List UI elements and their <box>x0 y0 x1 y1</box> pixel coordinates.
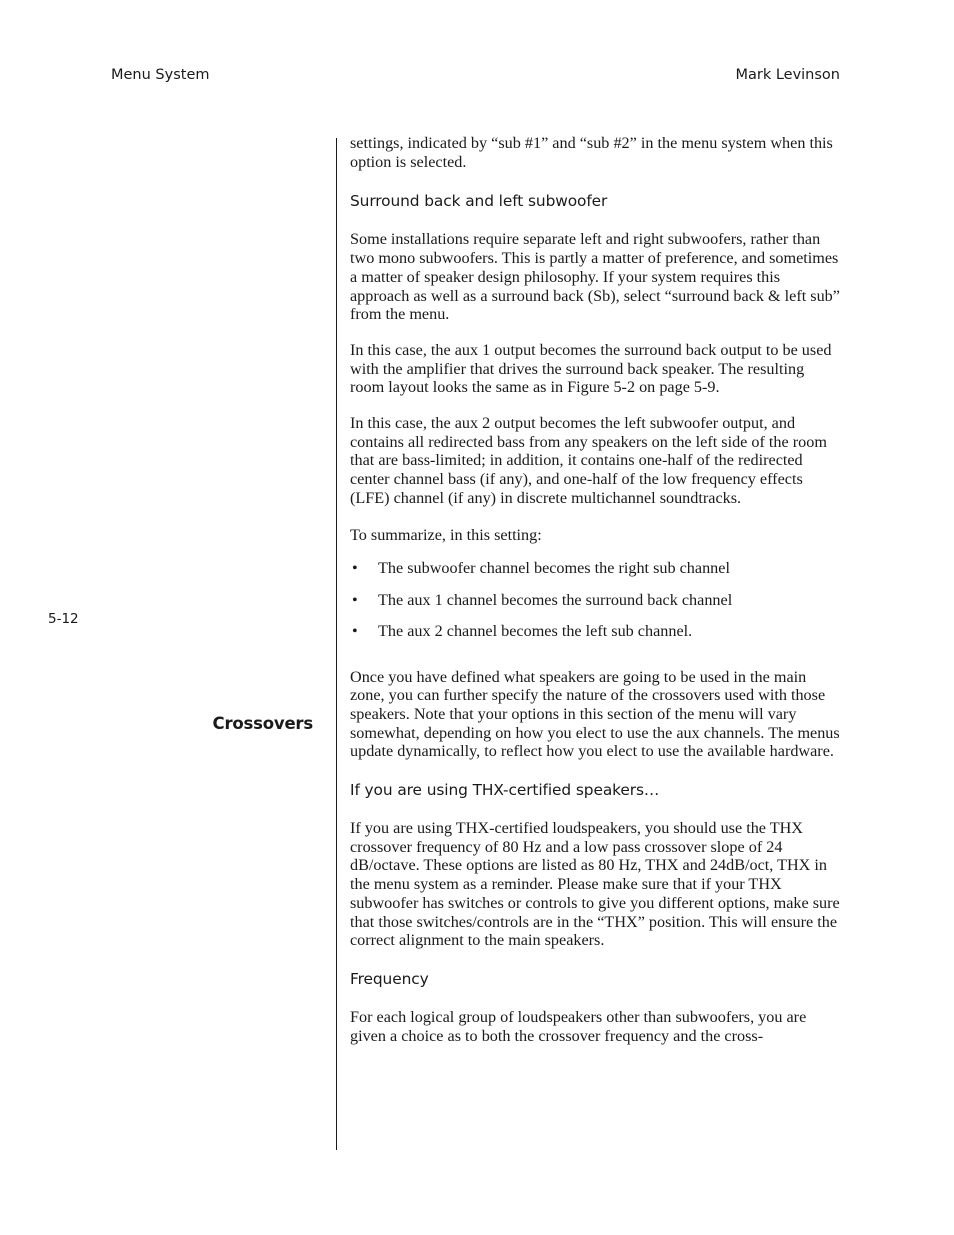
paragraph: In this case, the aux 1 output becomes the surround back output to be used with the amplifier that drives the surround back speaker. The resulting room layout looks the same as in Figure 5-2 on page 5-9. <box>350 340 832 397</box>
section-heading-crossovers: Crossovers <box>212 714 313 733</box>
list-item-text: The aux 1 channel becomes the surround back channel <box>378 590 733 609</box>
list-item <box>350 622 842 641</box>
paragraph: For each logical group of loudspeakers other than subwoofers, you are given a choice as to both the crossover frequency and the cross- <box>350 1007 807 1045</box>
summary-bullet-list <box>350 559 842 640</box>
paragraph: If you are using THX-certified loudspeakers, you should use the THX crossover frequency of 80 Hz and a low pass crossover slope of 24 dB/octave. These options are listed as 80 Hz, THX and 24dB/oct, THX in the menu system as a reminder. Please make sure that if your THX subwoofer has switches or controls to give you different options, make sure that those switches/controls are in the “THX” position. This will ensure the correct alignment to the main speakers. <box>350 819 840 950</box>
list-item-text: The subwoofer channel becomes the right sub channel <box>378 559 730 578</box>
running-header-brand: Mark Levinson <box>735 67 840 83</box>
bullet-icon: • <box>352 590 358 609</box>
paragraph: In this case, the aux 2 output becomes the left subwoofer output, and contains all redirected bass from any speakers on the left side of the room that are bass-limited; in addition, it contains one-half of the redirected center channel bass (if any), and one-half of the low frequency effects (LFE) channel (if any) in discrete multichannel soundtracks. <box>350 414 827 507</box>
page-number: 5-12 <box>48 611 79 627</box>
list-item <box>350 559 842 578</box>
subheading-surround-back-left-sub: Surround back and left subwoofer <box>350 192 608 211</box>
bullet-icon: • <box>352 559 358 578</box>
list-item-text: The aux 2 channel becomes the left sub channel. <box>378 621 693 640</box>
running-header-section: Menu System <box>111 67 210 83</box>
paragraph: settings, indicated by “sub #1” and “sub #2” in the menu system when this option is selected. <box>350 134 833 171</box>
subheading-thx-speakers: If you are using THX-certified speakers… <box>350 781 660 800</box>
paragraph: Once you have defined what speakers are going to be used in the main zone, you can further specify the nature of the crossovers used with those speakers. Note that your options in this section of the menu will vary somewhat, depending on how you elect to use the aux channels. The menus update dynamically, to reflect how you elect to use the available hardware. <box>350 667 840 761</box>
body-column <box>350 134 842 1045</box>
bullet-icon: • <box>352 621 358 640</box>
subheading-frequency: Frequency <box>350 969 429 988</box>
column-divider-rule <box>336 138 337 1150</box>
list-item <box>350 591 842 610</box>
paragraph: Some installations require separate left and right subwoofers, rather than two mono subwoofers. This is partly a matter of preference, and sometimes a matter of speaker design philosophy. If your system requires this approach as well as a surround back (Sb), select “surround back & left sub” from the menu. <box>350 230 840 324</box>
paragraph: To summarize, in this setting: <box>350 525 542 544</box>
